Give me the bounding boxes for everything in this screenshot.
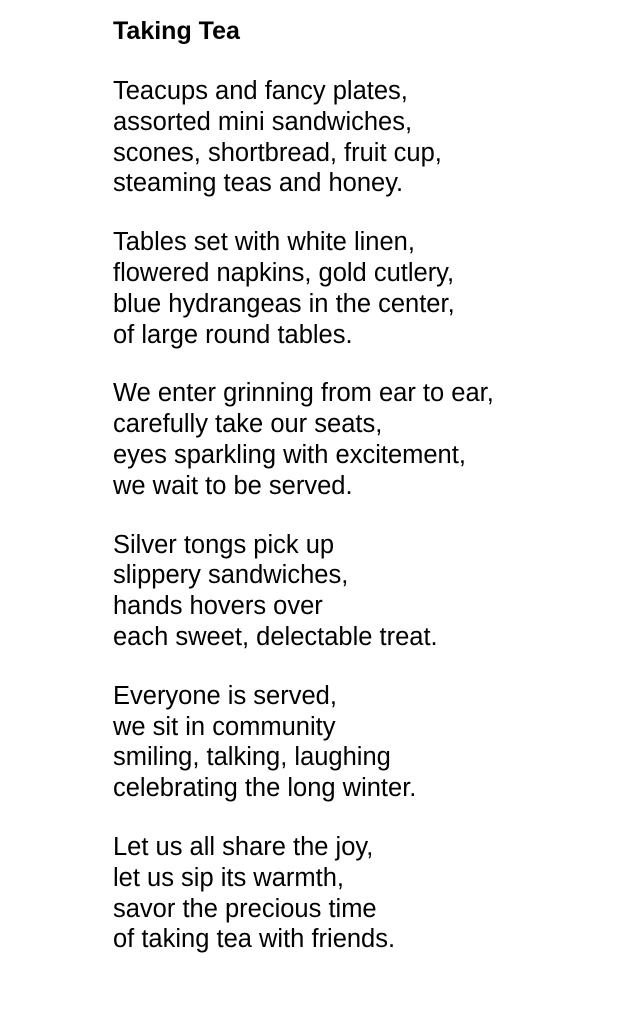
- poem-line: smiling, talking, laughing: [113, 743, 391, 772]
- stanza-4: [113, 530, 633, 653]
- stanza-5: [113, 681, 633, 804]
- poem-line: carefully take our seats,: [113, 410, 383, 439]
- stanza-2: [113, 227, 633, 350]
- poem: [113, 14, 633, 955]
- poem-line: of large round tables.: [113, 320, 353, 349]
- poem-line: Silver tongs pick up: [113, 530, 335, 559]
- poem-line: we sit in community: [113, 712, 336, 741]
- poem-title: Taking Tea: [113, 17, 240, 45]
- poem-line: eyes sparkling with excitement,: [113, 440, 466, 469]
- poem-line: each sweet, delectable treat.: [113, 622, 438, 651]
- poem-line: celebrating the long winter.: [113, 774, 417, 803]
- poem-line: Tables set with white linen,: [113, 228, 415, 257]
- poem-line: let us sip its warmth,: [113, 863, 344, 892]
- poem-line: of taking tea with friends.: [113, 925, 396, 954]
- stanza-3: [113, 378, 633, 501]
- poem-line: slippery sandwiches,: [113, 561, 349, 590]
- poem-line: Let us all share the joy,: [113, 832, 374, 861]
- poem-line: hands hovers over: [113, 592, 323, 621]
- stanza-1: [113, 76, 633, 199]
- poem-line: steaming teas and honey.: [113, 169, 404, 198]
- poem-line: We enter grinning from ear to ear,: [113, 379, 494, 408]
- poem-line: assorted mini sandwiches,: [113, 107, 413, 136]
- poem-line: Everyone is served,: [113, 681, 337, 710]
- poem-line: savor the precious time: [113, 894, 377, 923]
- stanza-6: [113, 832, 633, 955]
- poem-line: flowered napkins, gold cutlery,: [113, 258, 455, 287]
- poem-line: Teacups and fancy plates,: [113, 77, 408, 105]
- poem-line: blue hydrangeas in the center,: [113, 289, 455, 318]
- poem-line: we wait to be served.: [113, 471, 353, 500]
- poem-line: scones, shortbread, fruit cup,: [113, 138, 442, 167]
